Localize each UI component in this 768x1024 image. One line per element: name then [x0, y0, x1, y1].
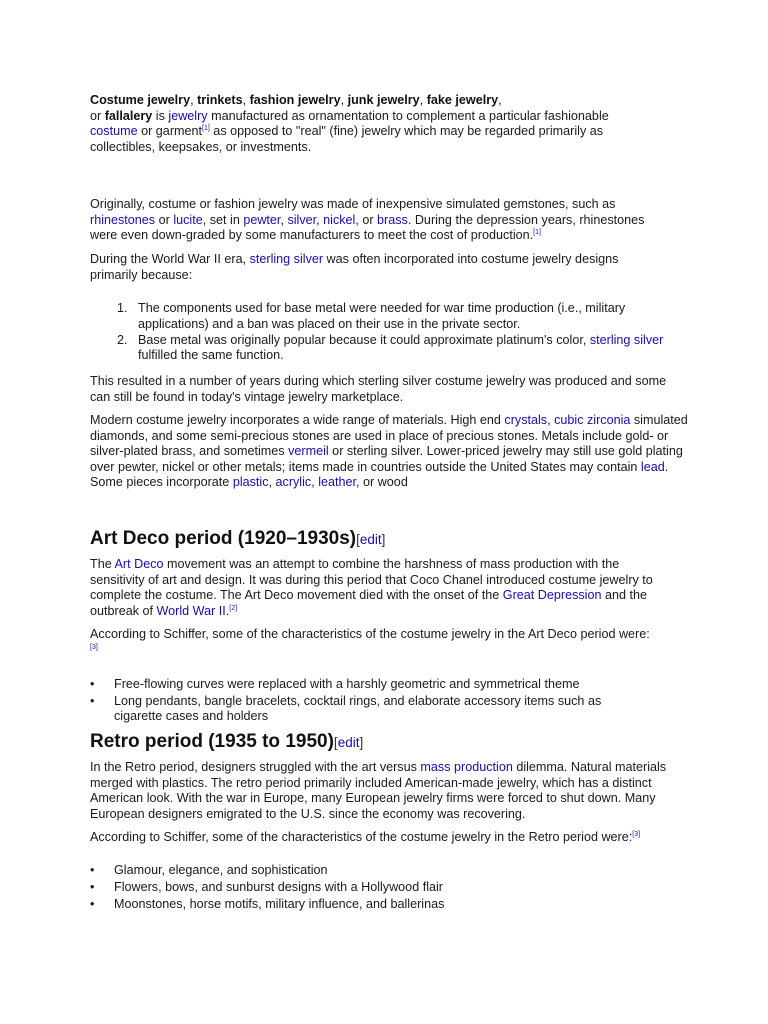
list-item: • Glamour, elegance, and sophistication	[90, 863, 328, 877]
term-fake-jewelry: fake jewelry	[426, 93, 499, 107]
edit-link[interactable]: edit	[359, 532, 382, 547]
link-acrylic[interactable]: acrylic	[275, 475, 312, 490]
bullet-icon: •	[90, 879, 95, 894]
link-great-depression[interactable]: Great Depression	[502, 588, 602, 603]
link-rhinestones[interactable]: rhinestones	[90, 212, 156, 227]
link-brass[interactable]: brass	[377, 212, 408, 227]
citation-3[interactable]: [3]	[632, 830, 641, 838]
link-lucite[interactable]: lucite	[173, 212, 203, 227]
bullet-icon: •	[90, 863, 95, 877]
intro-paragraph: Costume jewelry, trinkets, fashion jewelry, junk jewelry, fake jewelry, or fallalery is jewelry manufactured as ornamentation to complement a particular fashionable costume or garment[1] as opposed to "real" (fine) jewelry which may be regarded primarily as collectibles, keepsakes, or investments.	[90, 93, 609, 154]
bullet-icon: •	[90, 896, 95, 911]
retro-edit: [edit]	[333, 735, 364, 750]
link-sterling-silver[interactable]: sterling silver	[589, 332, 664, 347]
link-art-deco[interactable]: Art Deco	[114, 557, 164, 571]
link-world-war-ii[interactable]: World War II.	[156, 603, 230, 618]
result-paragraph: This resulted in a number of years during which sterling silver costume jewelry was produced and some can still be found in today's vintage jewelry marketplace.	[90, 374, 667, 404]
link-jewelry[interactable]: jewelry	[168, 108, 208, 123]
term-fashion-jewelry: fashion jewelry	[249, 93, 341, 107]
artdeco-characteristics-list	[90, 677, 650, 726]
artdeco-heading: Art Deco period (1920–1930s)[edit]	[90, 528, 386, 549]
modern-paragraph: Modern costume jewelry incorporates a wide range of materials. High end crystals, cubic zirconia simulated diamonds, and some semi-precious stones are used in place of precious stones. Metals include gold- or silver-plated brass, and sometimes vermeil or sterling silver. Lower-priced jewelry may still use gold plating over pewter, nickel or other metals; items made in countries outside the United States may contain lead. Some pieces incorporate plastic, acrylic, leather, or wood	[90, 413, 688, 490]
origins-paragraph: Originally, costume or fashion jewelry was made of inexpensive simulated gemstones, such as rhinestones or lucite, set in pewter, silver, nickel, or brass. During the depression years, rhinestones were even down-graded by some manufacturers to meet the cost of production.[1]	[90, 197, 645, 243]
term-junk-jewelry: junk jewelry	[347, 93, 420, 107]
link-mass-production[interactable]: mass production	[420, 760, 513, 774]
link-silver[interactable]: silver	[287, 212, 317, 227]
list-item: • Moonstones, horse motifs, military influence, and ballerinas	[90, 896, 445, 911]
link-cubic-zirconia[interactable]: cubic zirconia	[554, 413, 631, 427]
list-item: • Flowers, bows, and sunburst designs with a Hollywood flair	[90, 879, 443, 894]
list-item: 2. Base metal was originally popular because it could approximate platinum's color, sterling silver fulfilled the same function.	[117, 332, 664, 363]
reasons-list	[90, 301, 690, 364]
link-lead[interactable]: lead	[640, 459, 665, 474]
retro-heading: Retro period (1935 to 1950)[edit]	[90, 731, 364, 752]
link-plastic[interactable]: plastic	[232, 475, 269, 490]
link-pewter[interactable]: pewter	[243, 212, 281, 227]
link-nickel[interactable]: nickel	[323, 212, 356, 227]
term-fallalery: fallalery	[104, 108, 153, 123]
citation-2[interactable]: [2]	[229, 604, 238, 612]
bullet-icon: •	[90, 693, 95, 708]
list-item: • Long pendants, bangle bracelets, cocktail rings, and elaborate accessory items such as cigarette cases and holders	[90, 693, 602, 724]
citation-1[interactable]: [1]	[533, 229, 541, 236]
list-item: • Free-flowing curves were replaced with a harshly geometric and symmetrical theme	[90, 677, 580, 691]
citation-1[interactable]: [1]	[202, 125, 210, 132]
link-crystals[interactable]: crystals	[504, 413, 548, 427]
artdeco-edit: [edit]	[356, 532, 386, 547]
artdeco-schiffer-paragraph: According to Schiffer, some of the characteristics of the costume jewelry in the Art Deco period were:[3]	[90, 627, 650, 651]
link-costume[interactable]: costume	[90, 124, 138, 139]
term-trinkets: trinkets	[197, 93, 243, 107]
citation-3[interactable]: [3]	[90, 643, 98, 651]
retro-paragraph: In the Retro period, designers struggled with the art versus mass production dilemma. Natural materials merged with plastics. The retro period primarily included American-made jewelry, which has a distinct American look. With the war in Europe, many European jewelry firms were forced to shut down. Many European designers emigrated to the U.S. since the economy was recovering.	[90, 760, 667, 821]
term-costume-jewelry: Costume jewelry	[90, 93, 191, 107]
retro-characteristics-list	[90, 863, 650, 913]
list-item: 1. The components used for base metal were needed for war time production (i.e., military applications) and a ban was placed on their use in the private sector.	[117, 301, 626, 331]
artdeco-paragraph: The Art Deco movement was an attempt to combine the harshness of mass production with the sensitivity of art and design. It was during this period that Coco Chanel introduced costume jewelry to complete the costume. The Art Deco movement died with the onset of the Great Depression and the outbreak of World War II.[2]	[90, 557, 653, 618]
retro-schiffer-paragraph: According to Schiffer, some of the characteristics of the costume jewelry in the Retro period were:[3]	[90, 830, 641, 844]
bullet-icon: •	[90, 677, 95, 691]
link-leather[interactable]: leather	[318, 475, 357, 490]
edit-link[interactable]: edit	[337, 735, 360, 750]
link-vermeil[interactable]: vermeil	[288, 444, 329, 459]
link-sterling-silver[interactable]: sterling silver	[249, 252, 324, 266]
ww2-paragraph: During the World War II era, sterling silver was often incorporated into costume jewelry designs primarily because:	[90, 252, 619, 282]
